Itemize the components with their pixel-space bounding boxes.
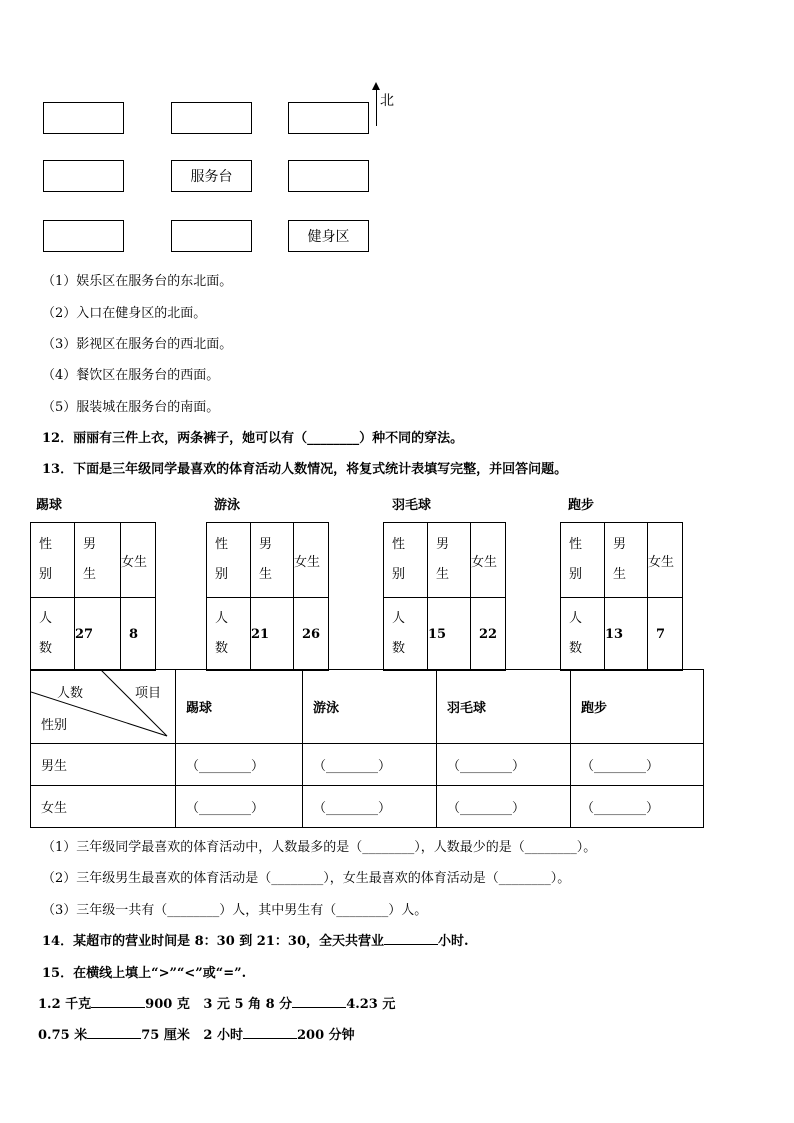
answer-blank[interactable] xyxy=(87,1025,141,1039)
answer-blank[interactable]: （________） xyxy=(176,786,303,828)
answer-blank[interactable]: （________） xyxy=(176,744,303,786)
small-table-swimming xyxy=(206,522,329,671)
answer-blank[interactable]: （________） xyxy=(437,744,571,786)
map-box-se: 健身区 xyxy=(288,220,369,252)
answer-blank[interactable] xyxy=(243,1025,297,1039)
answer-blank[interactable] xyxy=(91,994,145,1008)
male-count: 27 xyxy=(75,598,121,671)
compare-right-2: 4.23 元 xyxy=(346,997,396,1012)
question-14-text: 14．某超市的营业时间是 8：30 到 21：30，全天共营业 xyxy=(42,934,384,949)
map-box-center: 服务台 xyxy=(171,160,252,192)
compare-left-3: 0.75 米 xyxy=(38,1028,88,1043)
small-table-football xyxy=(30,522,156,671)
column-header-running: 跑步 xyxy=(571,670,704,744)
row-label-count: 人 数 xyxy=(384,598,428,671)
question-14 xyxy=(42,930,469,949)
column-header-football: 踢球 xyxy=(176,670,303,744)
column-header-swimming: 游泳 xyxy=(303,670,437,744)
header-gender: 性 别 xyxy=(207,523,251,598)
answer-blank[interactable]: （________） xyxy=(437,786,571,828)
compare-left-2: 3 元 5 角 8 分 xyxy=(203,997,293,1012)
question-15: 15．在横线上填上“>”“<”或“=”. xyxy=(42,966,247,981)
header-female: 女生 xyxy=(648,523,683,598)
corner-gender-label: 性别 xyxy=(41,718,68,733)
clue-1: （1）娱乐区在服务台的东北面。 xyxy=(42,274,233,289)
map-box-nw xyxy=(43,102,124,134)
header-gender: 性 别 xyxy=(561,523,605,598)
small-table-title-swimming: 游泳 xyxy=(214,498,241,513)
female-count: 7 xyxy=(648,598,683,671)
small-table-badminton xyxy=(383,522,506,671)
compare-right-3: 75 厘米 xyxy=(141,1028,190,1043)
clue-4: （4）餐饮区在服务台的西面。 xyxy=(42,368,220,383)
header-male: 男 生 xyxy=(428,523,471,598)
map-box-sw xyxy=(43,220,124,252)
question-13-sub-3: （3）三年级一共有（________）人，其中男生有（________）人。 xyxy=(42,903,428,918)
header-male: 男 生 xyxy=(251,523,294,598)
clue-3: （3）影视区在服务台的西北面。 xyxy=(42,337,233,352)
male-count: 21 xyxy=(251,598,294,671)
answer-blank[interactable] xyxy=(384,931,438,945)
question-13-sub-2: （2）三年级男生最喜欢的体育活动是（________），女生最喜欢的体育活动是（________）。 xyxy=(42,871,571,886)
header-male: 男 生 xyxy=(605,523,648,598)
header-female: 女生 xyxy=(121,523,156,598)
small-table-title-running: 跑步 xyxy=(568,498,595,513)
clue-5: （5）服装城在服务台的南面。 xyxy=(42,400,220,415)
small-table-title-badminton: 羽毛球 xyxy=(392,498,432,513)
header-female: 女生 xyxy=(294,523,329,598)
small-table-running xyxy=(560,522,683,671)
map-box-n xyxy=(171,102,252,134)
question-15-row-1 xyxy=(38,993,395,1012)
female-count: 22 xyxy=(471,598,506,671)
answer-blank[interactable]: （________） xyxy=(303,786,437,828)
compare-right-1: 900 克 xyxy=(145,997,190,1012)
small-table-title-football: 踢球 xyxy=(36,498,63,513)
row-label-male: 男生 xyxy=(31,744,176,786)
header-male: 男 生 xyxy=(75,523,121,598)
answer-blank[interactable]: （________） xyxy=(571,744,704,786)
question-13: 13．下面是三年级同学最喜欢的体育活动人数情况，将复式统计表填写完整，并回答问题。 xyxy=(42,462,568,477)
question-15-row-2 xyxy=(38,1024,355,1043)
row-label-count: 人 数 xyxy=(31,598,75,671)
female-count: 8 xyxy=(121,598,156,671)
row-label-count: 人 数 xyxy=(207,598,251,671)
map-box-e xyxy=(288,160,369,192)
corner-people-label: 人数 xyxy=(57,686,84,701)
compare-right-4: 200 分钟 xyxy=(296,1028,355,1043)
header-gender: 性 别 xyxy=(31,523,75,598)
map-box-w xyxy=(43,160,124,192)
clue-2: （2）入口在健身区的北面。 xyxy=(42,306,207,321)
arrow-shaft xyxy=(376,84,377,126)
row-label-count: 人 数 xyxy=(561,598,605,671)
answer-blank[interactable]: （________） xyxy=(571,786,704,828)
column-header-badminton: 羽毛球 xyxy=(437,670,571,744)
map-box-s xyxy=(171,220,252,252)
map-box-ne xyxy=(288,102,369,134)
question-13-sub-1: （1）三年级同学最喜欢的体育活动中，人数最多的是（________），人数最少的是（________）。 xyxy=(42,840,597,855)
male-count: 13 xyxy=(605,598,648,671)
question-14-unit: 小时. xyxy=(438,934,469,949)
row-label-female: 女生 xyxy=(31,786,176,828)
north-label: 北 xyxy=(380,93,394,109)
compare-left-1: 1.2 千克 xyxy=(38,997,92,1012)
corner-item-label: 项目 xyxy=(135,686,162,701)
female-count: 26 xyxy=(294,598,329,671)
header-gender: 性 别 xyxy=(384,523,428,598)
question-12: 12．丽丽有三件上衣，两条裤子，她可以有（________）种不同的穿法。 xyxy=(42,431,464,446)
compare-left-4: 2 小时 xyxy=(203,1028,243,1043)
combined-stats-table xyxy=(30,669,704,828)
answer-blank[interactable]: （________） xyxy=(303,744,437,786)
corner-header xyxy=(31,670,176,744)
male-count: 15 xyxy=(428,598,471,671)
answer-blank[interactable] xyxy=(292,994,346,1008)
header-female: 女生 xyxy=(471,523,506,598)
